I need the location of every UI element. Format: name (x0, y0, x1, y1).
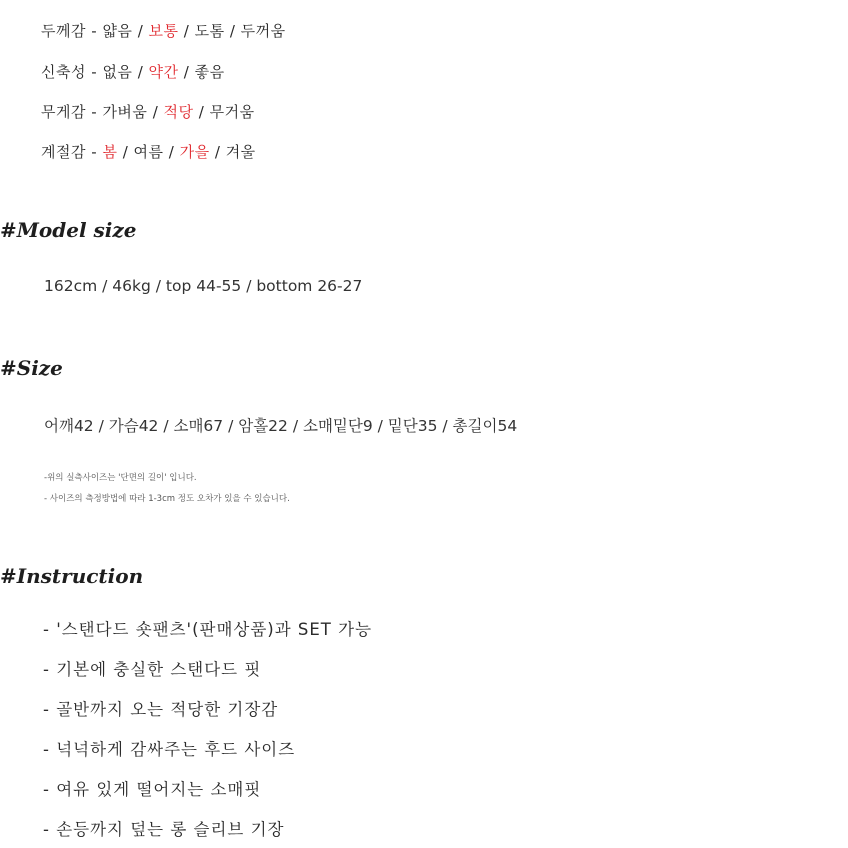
property-option: 무거움 (209, 103, 255, 121)
model-size-text: 162cm / 46kg / top 44-55 / bottom 26-27 (44, 277, 363, 295)
size-note-1: -위의 실측사이즈는 '단면의 길이' 입니다. (44, 473, 197, 483)
property-option: 겨울 (225, 143, 256, 161)
model-size-heading: #Model size (0, 218, 137, 242)
instruction-item: - 손등까지 덮는 롱 슬리브 기장 (43, 820, 285, 839)
instruction-item: - '스탠다드 숏팬츠'(판매상품)과 SET 가능 (43, 620, 373, 639)
instruction-item: - 골반까지 오는 적당한 기장감 (43, 700, 279, 719)
instruction-item: - 여유 있게 떨어지는 소매핏 (43, 780, 262, 799)
size-measurements: 어깨42 / 가슴42 / 소매67 / 암홀22 / 소매밑단9 / 밑단35 / 총길이54 (44, 417, 518, 435)
property-row: 계절감 - 봄 / 여름 / 가을 / 겨울 (41, 143, 256, 161)
property-label: 무게감 (41, 103, 86, 121)
size-note-2: - 사이즈의 측정방법에 따라 1-3cm 정도 오차가 있을 수 있습니다. (44, 494, 290, 504)
property-option: 약간 (148, 63, 179, 81)
property-label: 신축성 (41, 63, 86, 81)
instruction-heading: #Instruction (0, 564, 144, 588)
property-option: 두꺼움 (240, 22, 286, 40)
property-row: 신축성 - 없음 / 약간 / 좋음 (41, 63, 225, 81)
property-option: 봄 (102, 143, 118, 161)
property-row: 무게감 - 가벼움 / 적당 / 무거움 (41, 103, 255, 121)
property-label: 계절감 (41, 143, 86, 161)
instruction-item: - 넉넉하게 감싸주는 후드 사이즈 (43, 740, 296, 759)
property-label: 두께감 (41, 22, 86, 40)
property-option: 여름 (133, 143, 164, 161)
property-option: 보통 (148, 22, 179, 40)
property-option: 도톰 (194, 22, 225, 40)
property-option: 좋음 (194, 63, 225, 81)
property-option: 얇음 (102, 22, 133, 40)
size-heading: #Size (0, 356, 63, 380)
property-option: 적당 (163, 103, 194, 121)
property-option: 가벼움 (102, 103, 148, 121)
property-option: 가을 (179, 143, 210, 161)
property-option: 없음 (102, 63, 133, 81)
property-row: 두께감 - 얇음 / 보통 / 도톰 / 두꺼움 (41, 22, 286, 40)
instruction-item: - 기본에 충실한 스탠다드 핏 (43, 660, 262, 679)
